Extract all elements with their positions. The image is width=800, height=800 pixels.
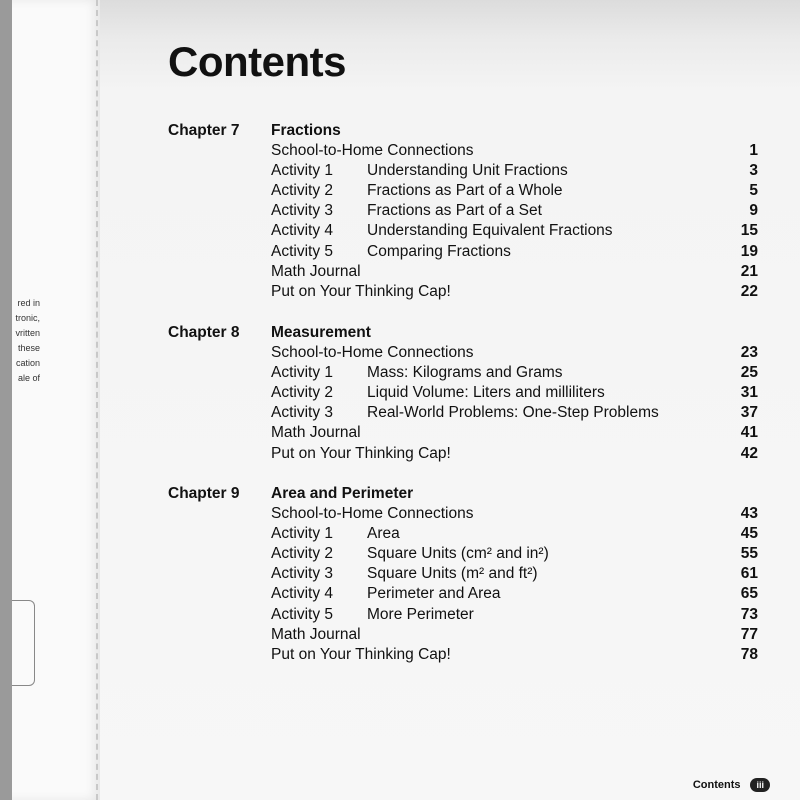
chapter-title: Area and Perimeter: [271, 485, 414, 502]
entry-title: Understanding Equivalent Fractions: [367, 222, 613, 240]
entry-title: Square Units (m² and ft²): [367, 565, 538, 583]
entry-title: Put on Your Thinking Cap!: [271, 282, 451, 300]
page-title: Contents: [168, 38, 346, 85]
chapter-heading: [168, 121, 758, 141]
entry-page: 61: [740, 565, 758, 583]
entry-title: School-to-Home Connections: [271, 344, 474, 362]
entry-page: 22: [740, 282, 758, 300]
page-footer: [693, 778, 770, 792]
entry-title: Liquid Volume: Liters and milliliters: [367, 384, 605, 402]
toc-entry: [168, 504, 758, 524]
entry-title: Understanding Unit Fractions: [367, 162, 568, 180]
entry-page: 9: [749, 202, 758, 220]
entry-title: Math Journal: [271, 424, 361, 442]
footer-label: Contents: [692, 779, 741, 791]
entry-page: 43: [740, 505, 758, 523]
activity-number: Activity 5: [271, 605, 334, 623]
toc-entry: [168, 403, 758, 423]
entry-page: 65: [740, 585, 758, 603]
entry-title: Put on Your Thinking Cap!: [271, 645, 451, 663]
toc-entry: [168, 544, 758, 564]
footer-page-number: iii: [750, 778, 770, 792]
entry-page: 77: [740, 625, 758, 643]
entry-page: 45: [740, 525, 758, 543]
activity-number: Activity 1: [271, 364, 334, 382]
entry-title: Fractions as Part of a Set: [367, 202, 542, 220]
entry-page: 15: [740, 222, 758, 240]
toc-entry: [168, 221, 758, 241]
activity-number: Activity 2: [271, 384, 334, 402]
chapter-title: Fractions: [271, 122, 341, 139]
toc-entry: [168, 181, 758, 201]
activity-number: Activity 1: [271, 525, 334, 543]
entry-title: Perimeter and Area: [367, 585, 501, 603]
toc-entry: [168, 584, 758, 604]
left-page-box: [12, 600, 35, 686]
chapter-number: Chapter 7: [168, 122, 240, 139]
perforation-line: [96, 0, 98, 800]
activity-number: Activity 4: [271, 222, 334, 240]
entry-page: 42: [740, 444, 758, 462]
toc-entry: [168, 363, 758, 383]
entry-page: 37: [740, 404, 758, 422]
entry-page: 23: [740, 344, 758, 362]
entry-page: 55: [740, 545, 758, 563]
toc-entry: [168, 443, 758, 463]
left-snippet: these: [17, 343, 40, 353]
left-page-edge: [0, 0, 12, 800]
entry-title: More Perimeter: [367, 605, 474, 623]
entry-title: Comparing Fractions: [367, 242, 511, 260]
activity-number: Activity 2: [271, 182, 334, 200]
toc-entry: [168, 645, 758, 665]
entry-title: Real-World Problems: One-Step Problems: [367, 404, 659, 422]
left-snippet: ale of: [17, 373, 40, 383]
entry-title: Put on Your Thinking Cap!: [271, 444, 451, 462]
toc-entry: [168, 262, 758, 282]
entry-page: 19: [740, 242, 758, 260]
left-snippet: red in: [17, 298, 40, 308]
chapter-7: [168, 121, 758, 302]
chapter-8: [168, 323, 758, 464]
entry-title: Fractions as Part of a Whole: [367, 182, 563, 200]
toc-entry: [168, 564, 758, 584]
activity-number: Activity 3: [271, 565, 334, 583]
entry-page: 5: [749, 182, 758, 200]
chapter-heading: [168, 484, 758, 504]
entry-page: 3: [749, 162, 758, 180]
entry-page: 1: [749, 142, 758, 160]
entry-page: 21: [740, 262, 758, 280]
entry-title: School-to-Home Connections: [271, 505, 474, 523]
entry-title: School-to-Home Connections: [271, 142, 474, 160]
entry-page: 41: [740, 424, 758, 442]
entry-page: 31: [740, 384, 758, 402]
toc-entry: [168, 141, 758, 161]
entry-page: 78: [740, 645, 758, 663]
left-page-text: [14, 296, 40, 386]
toc-entry: [168, 625, 758, 645]
activity-number: Activity 5: [271, 242, 334, 260]
toc-entry: [168, 383, 758, 403]
entry-title: Square Units (cm² and in²): [367, 545, 549, 563]
activity-number: Activity 3: [271, 202, 334, 220]
activity-number: Activity 4: [271, 585, 334, 603]
left-snippet: cation: [15, 358, 40, 368]
entry-page: 25: [740, 364, 758, 382]
left-snippet: tronic,: [15, 313, 40, 323]
activity-number: Activity 3: [271, 404, 334, 422]
left-snippet: vritten: [15, 328, 40, 338]
toc-entry: [168, 282, 758, 302]
toc-entry: [168, 604, 758, 624]
chapter-number: Chapter 9: [168, 485, 240, 502]
chapter-9: [168, 484, 758, 665]
toc-entry: [168, 201, 758, 221]
chapter-number: Chapter 8: [168, 324, 240, 341]
toc-entry: [168, 423, 758, 443]
entry-title: Math Journal: [271, 262, 361, 280]
toc-entry: [168, 241, 758, 261]
toc-entry: [168, 161, 758, 181]
toc-entry: [168, 343, 758, 363]
activity-number: Activity 1: [271, 162, 334, 180]
toc-entry: [168, 524, 758, 544]
entry-title: Math Journal: [271, 625, 361, 643]
chapter-heading: [168, 323, 758, 343]
left-page: [0, 0, 100, 800]
entry-title: Area: [367, 525, 400, 543]
chapter-title: Measurement: [271, 324, 371, 341]
activity-number: Activity 2: [271, 545, 334, 563]
entry-title: Mass: Kilograms and Grams: [367, 364, 563, 382]
entry-page: 73: [740, 605, 758, 623]
